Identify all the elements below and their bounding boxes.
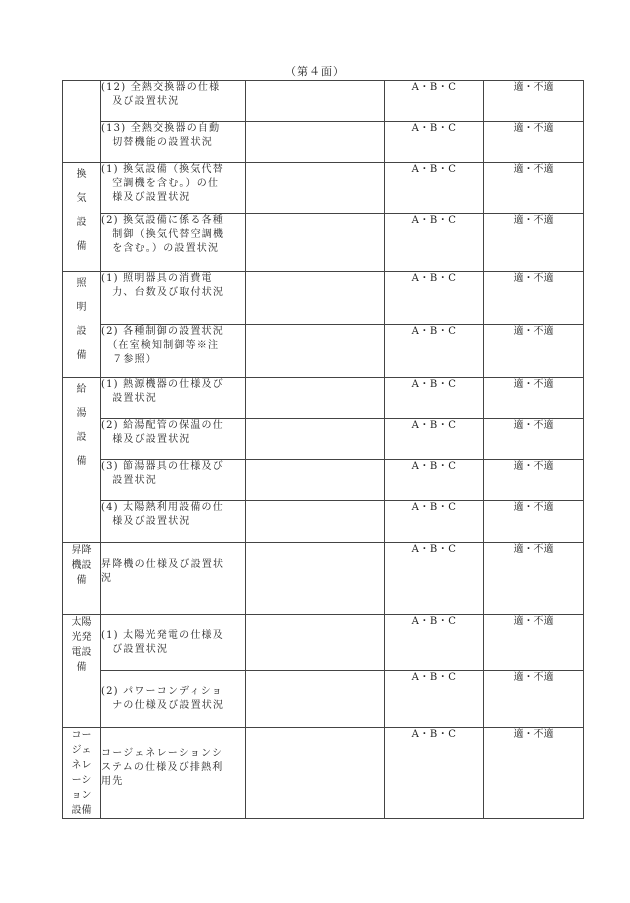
grade-cell[interactable]: A・B・C [385,671,484,728]
inspection-table [62,80,584,819]
remarks-cell[interactable] [246,501,385,543]
grade-cell[interactable]: A・B・C [385,378,484,419]
item-label: 昇降機の仕様及び設置状 況 [101,543,246,615]
table-row [63,214,584,272]
category-cell: 給 湯 設 備 [63,378,101,543]
table-row [63,122,584,163]
table-row [63,272,584,325]
judgement-cell[interactable]: 適・不適 [484,460,584,501]
item-label: コージェネレーションシ ステムの仕様及び排熱利 用先 [101,728,246,819]
grade-cell[interactable]: A・B・C [385,501,484,543]
grade-cell[interactable]: A・B・C [385,214,484,272]
grade-cell[interactable]: A・B・C [385,325,484,378]
item-label: (2) 給湯配管の保温の仕 様及び設置状況 [101,419,246,460]
grade-cell[interactable]: A・B・C [385,122,484,163]
category-cell: 照 明 設 備 [63,272,101,378]
judgement-cell[interactable]: 適・不適 [484,325,584,378]
remarks-cell[interactable] [246,460,385,501]
judgement-cell[interactable]: 適・不適 [484,81,584,122]
judgement-cell[interactable]: 適・不適 [484,728,584,819]
judgement-cell[interactable]: 適・不適 [484,543,584,615]
category-cell: コー ジェ ネレ ーシ ョン 設備 [63,728,101,819]
item-label: (1) 熱源機器の仕様及び 設置状況 [101,378,246,419]
table-row [63,325,584,378]
judgement-cell[interactable]: 適・不適 [484,122,584,163]
remarks-cell[interactable] [246,671,385,728]
grade-cell[interactable]: A・B・C [385,272,484,325]
remarks-cell[interactable] [246,378,385,419]
table-row [63,163,584,214]
remarks-cell[interactable] [246,272,385,325]
item-label: (1) 照明器具の消費電 力、台数及び取付状況 [101,272,246,325]
item-label: (13) 全熱交換器の自動 切替機能の設置状況 [101,122,246,163]
grade-cell[interactable]: A・B・C [385,81,484,122]
remarks-cell[interactable] [246,419,385,460]
remarks-cell[interactable] [246,543,385,615]
grade-cell[interactable]: A・B・C [385,460,484,501]
item-label: (12) 全熱交換器の仕様 及び設置状況 [101,81,246,122]
table-row [63,543,584,615]
remarks-cell[interactable] [246,214,385,272]
item-label: (1) 太陽光発電の仕様及 び設置状況 [101,615,246,671]
judgement-cell[interactable]: 適・不適 [484,501,584,543]
item-label: (2) 換気設備に係る各種 制御（換気代替空調機 を含む。）の設置状況 [101,214,246,272]
item-label: (2) 各種制御の設置状況 （在室検知制御等※注 ７参照） [101,325,246,378]
table-row [63,501,584,543]
remarks-cell[interactable] [246,615,385,671]
remarks-cell[interactable] [246,81,385,122]
page-number-label: （第４面） [285,65,345,78]
item-label: (1) 換気設備（換気代替 空調機を含む。）の仕 様及び設置状況 [101,163,246,214]
judgement-cell[interactable]: 適・不適 [484,378,584,419]
item-label: (3) 節湯器具の仕様及び 設置状況 [101,460,246,501]
category-cell: 太陽 光発 電設 備 [63,615,101,728]
judgement-cell[interactable]: 適・不適 [484,419,584,460]
judgement-cell[interactable]: 適・不適 [484,163,584,214]
table-row [63,81,584,122]
remarks-cell[interactable] [246,163,385,214]
table-row [63,419,584,460]
remarks-cell[interactable] [246,728,385,819]
category-cell [63,81,101,163]
remarks-cell[interactable] [246,325,385,378]
remarks-cell[interactable] [246,122,385,163]
item-label: (4) 太陽熱利用設備の仕 様及び設置状況 [101,501,246,543]
grade-cell[interactable]: A・B・C [385,615,484,671]
grade-cell[interactable]: A・B・C [385,543,484,615]
judgement-cell[interactable]: 適・不適 [484,615,584,671]
category-cell: 換 気 設 備 [63,163,101,272]
judgement-cell[interactable]: 適・不適 [484,272,584,325]
grade-cell[interactable]: A・B・C [385,728,484,819]
category-cell: 昇降 機設 備 [63,543,101,615]
table-row [63,378,584,419]
grade-cell[interactable]: A・B・C [385,419,484,460]
item-label: (2) パワーコンディショ ナの仕様及び設置状況 [101,671,246,728]
judgement-cell[interactable]: 適・不適 [484,671,584,728]
grade-cell[interactable]: A・B・C [385,163,484,214]
table-row [63,728,584,819]
table-row [63,615,584,671]
table-row [63,460,584,501]
table-row [63,671,584,728]
judgement-cell[interactable]: 適・不適 [484,214,584,272]
